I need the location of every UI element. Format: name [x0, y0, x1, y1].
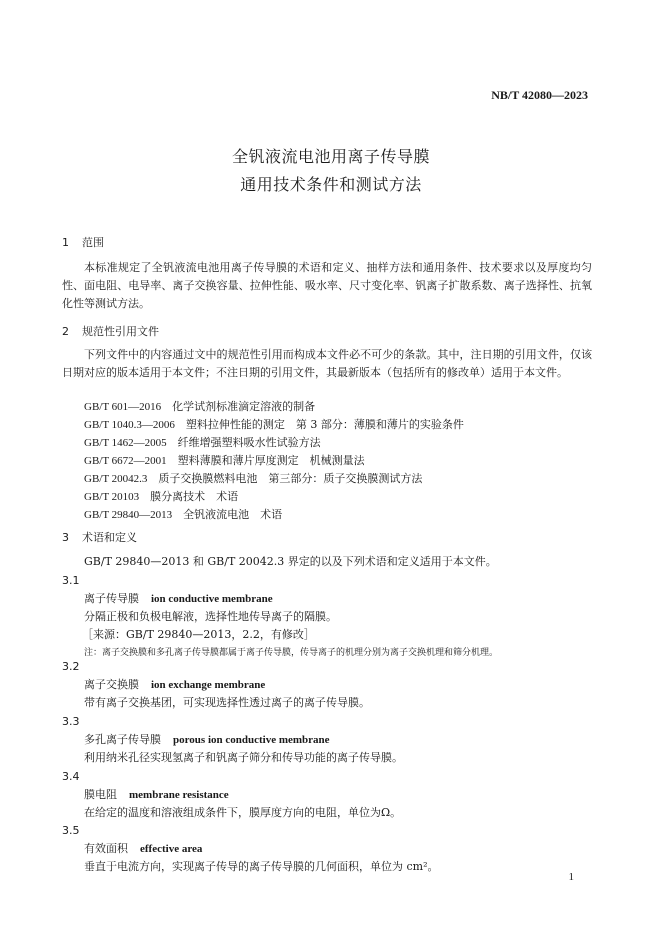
term-heading — [84, 786, 229, 804]
reference-item — [84, 470, 422, 488]
reference-title: 纤维增强塑料吸水性试验方法 — [177, 436, 321, 449]
reference-code: GB/T 20042.3 — [84, 473, 148, 485]
reference-title: 化学试剂标准滴定溶液的制备 — [172, 400, 316, 413]
term-note: 注：离子交换膜和多孔离子传导膜都属于离子传导膜，传导离子的机理分别为离子交换机理和筛分机理。 — [84, 648, 499, 658]
section-number: 3 — [62, 531, 69, 544]
document-title-line1: 全钒液流电池用离子传导膜 — [231, 147, 430, 166]
term-heading — [84, 590, 273, 608]
standard-number: NB/T 42080—2023 — [491, 88, 588, 102]
reference-item — [84, 488, 238, 506]
term-heading — [84, 840, 202, 858]
reference-item — [84, 452, 365, 470]
term-name-cn: 膜电阻 — [84, 788, 117, 801]
reference-item — [84, 434, 321, 452]
reference-title: 全钒液流电池 术语 — [183, 508, 283, 521]
term-heading — [84, 676, 265, 694]
reference-title: 膜分离技术 术语 — [150, 490, 239, 503]
term-name-en: ion conductive membrane — [151, 593, 273, 605]
section-number: 1 — [62, 236, 69, 249]
section-title: 术语和定义 — [82, 531, 137, 544]
reference-title: 塑料拉伸性能的测定 第 3 部分：薄膜和薄片的实验条件 — [185, 418, 464, 431]
reference-code: GB/T 20103 — [84, 491, 140, 503]
term-number: 3.5 — [62, 824, 80, 837]
section-3-intro: GB/T 29840—2013 和 GB/T 20042.3 界定的以及下列术语和定义适用于本文件。 — [84, 555, 497, 568]
section-3-heading — [62, 529, 137, 547]
term-name-en: ion exchange membrane — [151, 679, 266, 691]
reference-code: GB/T 1462—2005 — [84, 437, 167, 449]
reference-code: GB/T 6672—2001 — [84, 455, 167, 467]
reference-code: GB/T 1040.3—2006 — [84, 419, 175, 431]
term-source: ［来源：GB/T 29840—2013，2.2，有修改］ — [82, 628, 315, 641]
section-title: 范围 — [82, 236, 104, 249]
term-definition: 分隔正极和负极电解液，选择性地传导离子的隔膜。 — [84, 610, 337, 623]
reference-title: 塑料薄膜和薄片厚度测定 机械测量法 — [177, 454, 365, 467]
page-number: 1 — [568, 871, 574, 883]
term-name-en: porous ion conductive membrane — [173, 734, 330, 746]
term-number: 3.2 — [62, 660, 80, 673]
reference-item — [84, 416, 464, 434]
term-definition: 带有离子交换基团，可实现选择性透过离子的离子传导膜。 — [84, 696, 370, 709]
document-title-line2: 通用技术条件和测试方法 — [240, 175, 422, 194]
reference-item — [84, 398, 315, 416]
section-title: 规范性引用文件 — [82, 325, 159, 338]
term-definition: 在给定的温度和溶液组成条件下，膜厚度方向的电阻，单位为Ω。 — [84, 806, 402, 819]
term-name-cn: 有效面积 — [84, 842, 128, 855]
reference-code: GB/T 29840—2013 — [84, 509, 173, 521]
section-2-paragraph: 下列文件中的内容通过文中的规范性引用而构成本文件必不可少的条款。其中，注日期的引用文件，仅该日期对应的版本适用于本文件；不注日期的引用文件，其最新版本（包括所有的修改单）适用于本文件。 — [62, 348, 592, 379]
reference-item — [84, 506, 282, 524]
reference-title: 质子交换膜燃料电池 第三部分：质子交换膜测试方法 — [158, 472, 423, 485]
section-2-heading — [62, 323, 159, 341]
term-name-cn: 离子传导膜 — [84, 592, 139, 605]
section-number: 2 — [62, 325, 69, 338]
term-name-en: effective area — [140, 843, 203, 855]
term-name-en: membrane resistance — [129, 789, 229, 801]
term-number: 3.4 — [62, 770, 80, 783]
reference-code: GB/T 601—2016 — [84, 401, 162, 413]
section-1-heading — [62, 234, 104, 252]
term-number: 3.1 — [62, 574, 80, 587]
term-heading — [84, 731, 330, 749]
term-name-cn: 离子交换膜 — [84, 678, 139, 691]
term-definition: 利用纳米孔径实现氢离子和钒离子筛分和传导功能的离子传导膜。 — [84, 751, 403, 764]
term-definition: 垂直于电流方向，实现离子传导的离子传导膜的几何面积，单位为 cm²。 — [84, 860, 439, 873]
term-number: 3.3 — [62, 715, 80, 728]
section-1-paragraph: 本标准规定了全钒液流电池用离子传导膜的术语和定义、抽样方法和通用条件、技术要求以及厚度均匀性、面电阻、电导率、离子交换容量、拉伸性能、吸水率、尺寸变化率、钒离子扩散系数、离子选择性、抗氧化性等测试方法。 — [62, 261, 592, 310]
term-name-cn: 多孔离子传导膜 — [84, 733, 161, 746]
